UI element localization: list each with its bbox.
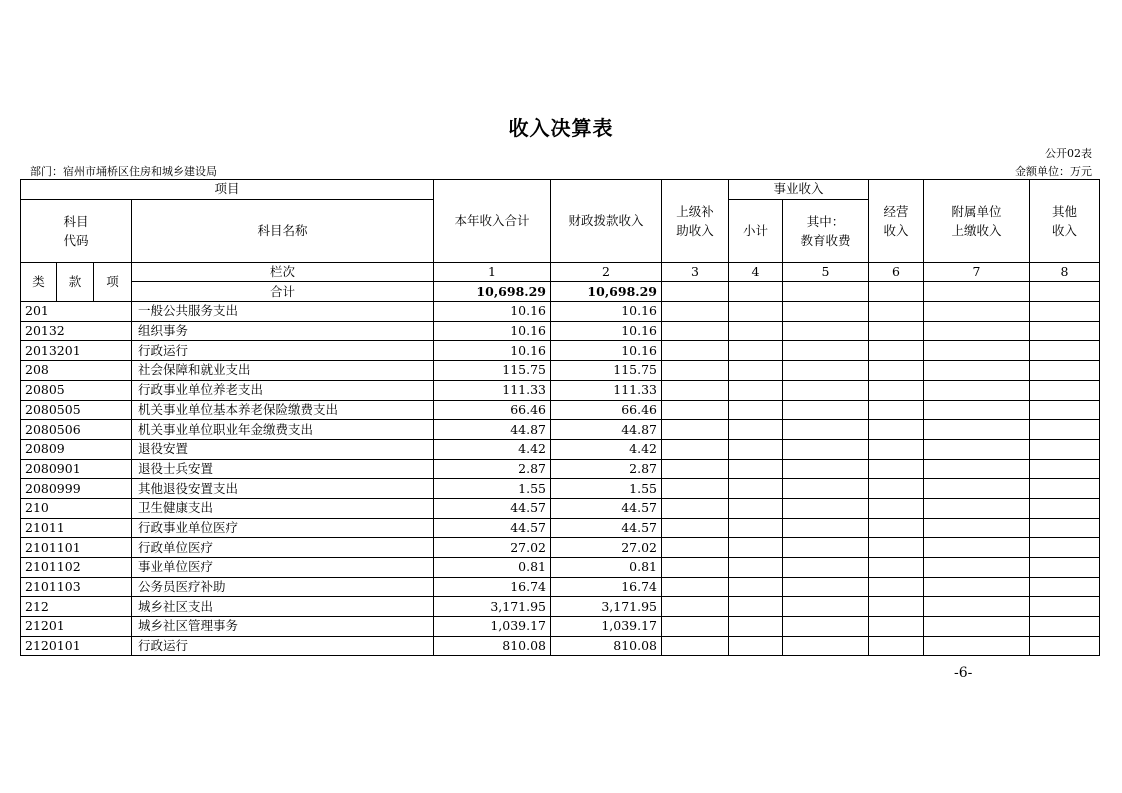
empty-cell <box>662 577 729 597</box>
empty-cell <box>729 400 783 420</box>
header-lei: 类 <box>21 262 57 301</box>
empty-cell <box>924 439 1030 459</box>
fiscal-income-cell: 3,171.95 <box>551 597 662 617</box>
total-fiscal-value: 10,698.29 <box>551 282 662 302</box>
header-education-fees: 其中： 教育收费 <box>783 199 869 262</box>
subject-code: 2080901 <box>21 459 132 479</box>
total-income-cell: 10.16 <box>434 341 551 361</box>
fiscal-income-cell: 0.81 <box>551 558 662 578</box>
column-number: 4 <box>729 262 783 282</box>
empty-cell <box>924 479 1030 499</box>
fiscal-income-cell: 111.33 <box>551 380 662 400</box>
empty-cell <box>1030 577 1100 597</box>
empty-cell <box>1030 380 1100 400</box>
empty-cell <box>1030 538 1100 558</box>
total-income-cell: 1.55 <box>434 479 551 499</box>
fiscal-income-cell: 1.55 <box>551 479 662 499</box>
subject-name: 组织事务 <box>132 321 434 341</box>
table-row <box>21 498 1100 518</box>
empty-cell <box>662 558 729 578</box>
empty-cell <box>869 400 924 420</box>
fiscal-income-cell: 10.16 <box>551 341 662 361</box>
empty-cell <box>662 597 729 617</box>
table-body <box>21 302 1100 656</box>
empty-cell <box>783 341 869 361</box>
fiscal-income-cell: 810.08 <box>551 636 662 656</box>
empty-cell <box>662 400 729 420</box>
subject-name: 其他退役安置支出 <box>132 479 434 499</box>
empty-cell <box>729 459 783 479</box>
empty-cell <box>662 479 729 499</box>
empty-cell <box>662 439 729 459</box>
empty-cell <box>924 459 1030 479</box>
empty-cell <box>869 302 924 322</box>
table-row <box>21 459 1100 479</box>
table-row <box>21 400 1100 420</box>
subject-name: 机关事业单位职业年金缴费支出 <box>132 420 434 440</box>
total-income-cell: 66.46 <box>434 400 551 420</box>
department-label: 部门：宿州市埇桥区住房和城乡建设局 <box>30 165 217 178</box>
total-label: 合计 <box>132 282 434 302</box>
subject-code: 20132 <box>21 321 132 341</box>
empty-cell <box>1030 479 1100 499</box>
empty-cell <box>869 341 924 361</box>
header-subject-name: 科目名称 <box>132 199 434 262</box>
empty-cell <box>1030 420 1100 440</box>
empty-cell <box>729 439 783 459</box>
empty-cell <box>729 341 783 361</box>
empty-cell <box>783 577 869 597</box>
empty-cell <box>1030 361 1100 381</box>
empty-cell <box>729 558 783 578</box>
page-title: 收入决算表 <box>508 116 614 140</box>
empty-cell <box>783 302 869 322</box>
empty-cell <box>783 518 869 538</box>
subject-code: 210 <box>21 498 132 518</box>
subject-code: 208 <box>21 361 132 381</box>
subject-code: 21011 <box>21 518 132 538</box>
empty-cell <box>869 479 924 499</box>
header-affiliated-income: 附属单位 上缴收入 <box>924 180 1030 263</box>
empty-cell <box>783 538 869 558</box>
subject-name: 公务员医疗补助 <box>132 577 434 597</box>
subject-name: 卫生健康支出 <box>132 498 434 518</box>
empty-cell <box>729 538 783 558</box>
empty-cell <box>783 361 869 381</box>
empty-cell <box>869 420 924 440</box>
header-business-income: 事业收入 <box>729 180 869 200</box>
table-row <box>21 558 1100 578</box>
total-income-cell: 810.08 <box>434 636 551 656</box>
header-fiscal-income: 财政拨款收入 <box>551 180 662 263</box>
empty-cell <box>662 361 729 381</box>
subject-code: 2080505 <box>21 400 132 420</box>
subject-code: 212 <box>21 597 132 617</box>
empty-cell <box>924 597 1030 617</box>
empty-cell <box>869 459 924 479</box>
table-row <box>21 636 1100 656</box>
fiscal-income-cell: 44.57 <box>551 498 662 518</box>
empty-cell <box>783 459 869 479</box>
fiscal-income-cell: 10.16 <box>551 321 662 341</box>
total-income-cell: 2.87 <box>434 459 551 479</box>
empty-cell <box>729 420 783 440</box>
empty-cell <box>729 577 783 597</box>
empty-cell <box>729 597 783 617</box>
table-row <box>21 380 1100 400</box>
empty-cell <box>783 400 869 420</box>
fiscal-income-cell: 44.87 <box>551 420 662 440</box>
fiscal-income-cell: 27.02 <box>551 538 662 558</box>
column-number: 2 <box>551 262 662 282</box>
empty-cell <box>729 380 783 400</box>
total-income-cell: 10.16 <box>434 321 551 341</box>
total-income-cell: 1,039.17 <box>434 617 551 637</box>
empty-cell <box>869 361 924 381</box>
empty-cell <box>924 361 1030 381</box>
empty-cell <box>1030 558 1100 578</box>
empty-cell <box>662 420 729 440</box>
total-row <box>21 282 1100 302</box>
income-table <box>20 179 1100 656</box>
form-number: 公开02表 <box>1045 147 1092 160</box>
empty-cell <box>869 597 924 617</box>
subject-name: 行政事业单位养老支出 <box>132 380 434 400</box>
subject-code: 201 <box>21 302 132 322</box>
empty-cell <box>662 341 729 361</box>
empty-cell <box>1030 498 1100 518</box>
subject-code: 2101102 <box>21 558 132 578</box>
empty-cell <box>783 420 869 440</box>
empty-cell <box>729 518 783 538</box>
subject-code: 2101101 <box>21 538 132 558</box>
subject-name: 退役士兵安置 <box>132 459 434 479</box>
table-row <box>21 597 1100 617</box>
empty-cell <box>924 617 1030 637</box>
amount-unit-label: 金额单位：万元 <box>1015 165 1092 178</box>
column-number: 8 <box>1030 262 1100 282</box>
column-number: 5 <box>783 262 869 282</box>
empty-cell <box>924 538 1030 558</box>
empty-cell <box>729 479 783 499</box>
fiscal-income-cell: 16.74 <box>551 577 662 597</box>
empty-cell <box>662 302 729 322</box>
empty-cell <box>869 518 924 538</box>
total-income-cell: 115.75 <box>434 361 551 381</box>
empty-cell <box>924 636 1030 656</box>
header-project: 项目 <box>21 180 434 200</box>
total-income-cell: 44.57 <box>434 518 551 538</box>
total-income-cell: 16.74 <box>434 577 551 597</box>
total-income-cell: 4.42 <box>434 439 551 459</box>
total-income-cell: 44.87 <box>434 420 551 440</box>
table-row <box>21 479 1100 499</box>
subject-name: 机关事业单位基本养老保险缴费支出 <box>132 400 434 420</box>
column-number: 6 <box>869 262 924 282</box>
subject-name: 行政单位医疗 <box>132 538 434 558</box>
subject-name: 行政事业单位医疗 <box>132 518 434 538</box>
subject-code: 20809 <box>21 439 132 459</box>
empty-cell <box>1030 400 1100 420</box>
empty-cell <box>869 498 924 518</box>
empty-cell <box>1030 321 1100 341</box>
empty-cell <box>1030 459 1100 479</box>
fiscal-income-cell: 66.46 <box>551 400 662 420</box>
subject-code: 2013201 <box>21 341 132 361</box>
empty-cell <box>869 558 924 578</box>
empty-cell <box>924 400 1030 420</box>
header-other-income: 其他 收入 <box>1030 180 1100 263</box>
empty-cell <box>869 321 924 341</box>
empty-cell <box>662 518 729 538</box>
table-row <box>21 617 1100 637</box>
empty-cell <box>729 617 783 637</box>
empty-cell <box>662 321 729 341</box>
empty-cell <box>924 518 1030 538</box>
header-kuan: 款 <box>57 262 94 301</box>
empty-cell <box>1030 597 1100 617</box>
header-subject-code: 科目 代码 <box>21 199 132 262</box>
empty-cell <box>869 577 924 597</box>
empty-cell <box>729 302 783 322</box>
subject-code: 2080999 <box>21 479 132 499</box>
empty-cell <box>783 380 869 400</box>
column-number: 1 <box>434 262 551 282</box>
subject-code: 2080506 <box>21 420 132 440</box>
subject-name: 一般公共服务支出 <box>132 302 434 322</box>
subject-code: 20805 <box>21 380 132 400</box>
table-row <box>21 321 1100 341</box>
page-number: -6- <box>954 665 973 681</box>
empty-cell <box>924 302 1030 322</box>
total-income-cell: 27.02 <box>434 538 551 558</box>
subject-name: 行政运行 <box>132 636 434 656</box>
table-header <box>21 180 1100 302</box>
table-row <box>21 538 1100 558</box>
column-number: 7 <box>924 262 1030 282</box>
empty-cell <box>924 380 1030 400</box>
subject-code: 2101103 <box>21 577 132 597</box>
empty-cell <box>783 597 869 617</box>
fiscal-income-cell: 44.57 <box>551 518 662 538</box>
table-row <box>21 577 1100 597</box>
empty-cell <box>662 498 729 518</box>
empty-cell <box>869 439 924 459</box>
empty-cell <box>924 420 1030 440</box>
fiscal-income-cell: 2.87 <box>551 459 662 479</box>
empty-cell <box>869 617 924 637</box>
table-row <box>21 439 1100 459</box>
empty-cell <box>783 617 869 637</box>
total-income-cell: 111.33 <box>434 380 551 400</box>
empty-cell <box>729 361 783 381</box>
total-income-cell: 44.57 <box>434 498 551 518</box>
total-income-cell: 3,171.95 <box>434 597 551 617</box>
empty-cell <box>662 617 729 637</box>
empty-cell <box>662 538 729 558</box>
table-row <box>21 518 1100 538</box>
table-row <box>21 420 1100 440</box>
subject-name: 退役安置 <box>132 439 434 459</box>
empty-cell <box>869 380 924 400</box>
empty-cell <box>783 479 869 499</box>
total-income-value: 10,698.29 <box>434 282 551 302</box>
empty-cell <box>1030 341 1100 361</box>
empty-cell <box>783 439 869 459</box>
fiscal-income-cell: 10.16 <box>551 302 662 322</box>
empty-cell <box>783 558 869 578</box>
header-total-income: 本年收入合计 <box>434 180 551 263</box>
empty-cell <box>924 341 1030 361</box>
empty-cell <box>924 558 1030 578</box>
empty-cell <box>869 636 924 656</box>
empty-cell <box>662 636 729 656</box>
empty-cell <box>924 498 1030 518</box>
empty-cell <box>1030 636 1100 656</box>
fiscal-income-cell: 1,039.17 <box>551 617 662 637</box>
empty-cell <box>1030 617 1100 637</box>
empty-cell <box>1030 518 1100 538</box>
total-income-cell: 0.81 <box>434 558 551 578</box>
empty-cell <box>869 538 924 558</box>
subject-code: 21201 <box>21 617 132 637</box>
subject-name: 城乡社区支出 <box>132 597 434 617</box>
empty-cell <box>662 380 729 400</box>
empty-cell <box>729 498 783 518</box>
empty-cell <box>783 498 869 518</box>
empty-cell <box>924 577 1030 597</box>
table-row <box>21 361 1100 381</box>
column-number: 3 <box>662 262 729 282</box>
empty-cell <box>783 321 869 341</box>
empty-cell <box>729 636 783 656</box>
fiscal-income-cell: 4.42 <box>551 439 662 459</box>
empty-cell <box>924 321 1030 341</box>
empty-cell <box>783 636 869 656</box>
table-row <box>21 302 1100 322</box>
total-income-cell: 10.16 <box>434 302 551 322</box>
subject-name: 事业单位医疗 <box>132 558 434 578</box>
subject-code: 2120101 <box>21 636 132 656</box>
subject-name: 社会保障和就业支出 <box>132 361 434 381</box>
header-superior-subsidy: 上级补 助收入 <box>662 180 729 263</box>
empty-cell <box>662 459 729 479</box>
header-operating-income: 经营 收入 <box>869 180 924 263</box>
subject-name: 城乡社区管理事务 <box>132 617 434 637</box>
table-row <box>21 341 1100 361</box>
fiscal-income-cell: 115.75 <box>551 361 662 381</box>
header-xiang: 项 <box>94 262 132 301</box>
empty-cell <box>729 321 783 341</box>
empty-cell <box>1030 302 1100 322</box>
header-subtotal: 小计 <box>729 199 783 262</box>
subject-name: 行政运行 <box>132 341 434 361</box>
empty-cell <box>1030 439 1100 459</box>
header-column-index: 栏次 <box>132 262 434 282</box>
